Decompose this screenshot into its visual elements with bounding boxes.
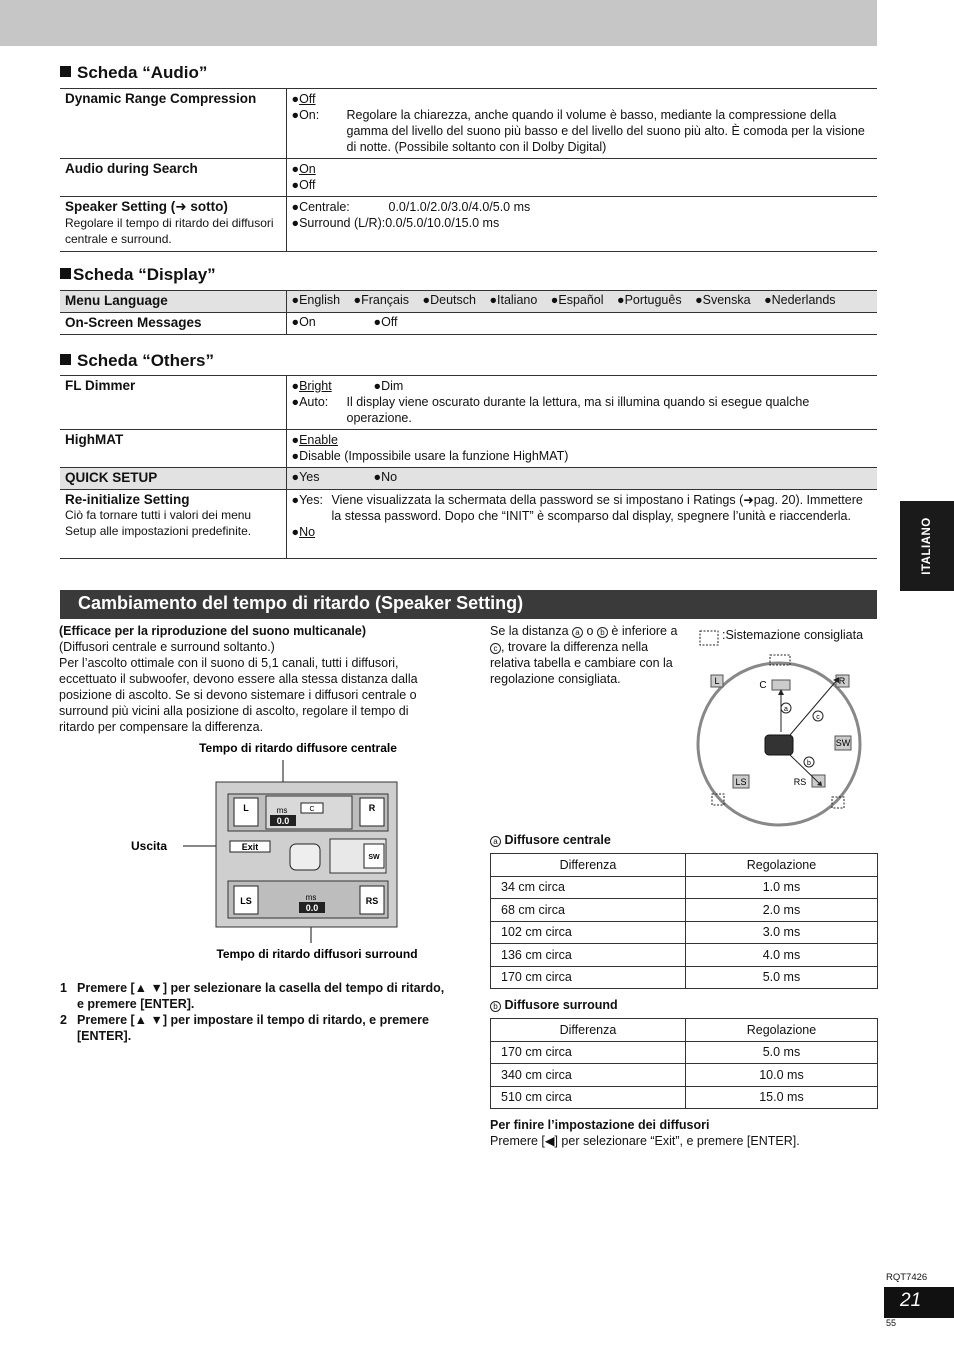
table-row: 170 cm circa 5.0 ms	[491, 1041, 878, 1064]
page-number: 21	[884, 1287, 954, 1318]
setting-options: ●On ●Off	[286, 313, 877, 335]
listener-icon	[765, 735, 793, 755]
setting-options: ●Centrale: 0.0 /1.0/2.0/3.0/4.0/5.0 ms ●Surround (L/R): 0.0 /5.0/10.0/15.0 ms	[286, 197, 877, 252]
sheet-number: 55	[886, 1318, 897, 1328]
table-row: 510 cm circa 15.0 ms	[491, 1086, 878, 1109]
setting-options: ●English ●Français ●Deutsch ●Italiano ●Español ●Português ●Svenska ●Nederlands	[286, 291, 877, 313]
table-row: 102 cm circa 3.0 ms	[491, 921, 878, 944]
surround-table-title: b Diffusore surround	[490, 997, 618, 1013]
table-row: 340 cm circa 10.0 ms	[491, 1064, 878, 1087]
svg-text:RS: RS	[365, 896, 379, 906]
center-table-title: a Diffusore centrale	[490, 832, 611, 848]
exit-label: Uscita	[131, 839, 168, 853]
setting-key: Speaker Setting (➜ sotto) Regolare il tempo di ritardo dei diffusori centrale e surround.	[60, 197, 286, 252]
setting-options: ●Bright ●Dim ●Auto: Il display viene oscurato durante la lettura, ma si illumina quando si esegue qualche operazione.	[286, 376, 877, 430]
recommended-position-legend: :Sistemazione consigliata	[722, 628, 864, 642]
distance-instructions: Se la distanza a o b è inferiore a c , trovare la differenza nella relativa tabella e cambiare con la regolazione consigliata.	[490, 624, 678, 686]
setting-options: ●On ●Off	[286, 159, 877, 197]
svg-text:C: C	[309, 806, 315, 813]
svg-text:a: a	[784, 706, 788, 713]
table-row: 68 cm circa 2.0 ms	[491, 899, 878, 922]
recommended-position-legend-icon	[700, 631, 718, 645]
svg-text:LS: LS	[735, 777, 747, 787]
listener-chair-icon	[290, 844, 320, 870]
svg-text:R: R	[838, 676, 846, 686]
svg-text:ms: ms	[276, 806, 288, 815]
document-code: RQT7426	[886, 1272, 928, 1283]
display-section-title: Scheda “Display”	[60, 265, 216, 285]
table-row: 136 cm circa 4.0 ms	[491, 944, 878, 967]
svg-text:c: c	[816, 714, 820, 721]
svg-text:RS: RS	[793, 777, 807, 787]
setting-key: HighMAT	[60, 430, 286, 468]
table-row: 34 cm circa 1.0 ms	[491, 876, 878, 899]
svg-text:C: C	[759, 680, 767, 691]
intro-text: (Efficace per la riproduzione del suono multicanale) (Diffusori centrale e surround soltanto.) Per l’ascolto ottimale con il suono di 5,1 canali, tutti i diffusori, eccettuato il subwoofer, devono essere alla stessa distanza dalla posizione di ascolto. Se si devono sistemare i diffusori centrale o surround più vicini alla posizione di ascolto, regolare il tempo di ritardo per compensare la differenza.	[59, 624, 418, 734]
setting-options: ●Yes: Viene visualizzata la schermata della password se si impostano i Ratings (➜pag. 20). Immettere la stessa password. Dopo che “INIT” è scomparso dal display, spegnere l’unità e riaccenderla. ●No	[286, 490, 877, 559]
setting-key: FL Dimmer	[60, 376, 286, 430]
setting-key: Dynamic Range Compression	[60, 89, 286, 159]
surround-delay-label: Tempo di ritardo diffusori surround	[216, 947, 418, 961]
surround-speaker-table: Differenza Regolazione 170 cm circa 5.0 ms 340 cm circa 10.0 ms 510 cm circa 15.0 ms	[490, 1018, 878, 1109]
finish-instructions: Per finire l’impostazione dei diffusori Premere [◀] per selezionare “Exit”, e premere [ENTER].	[490, 1118, 800, 1148]
setting-key: Audio during Search	[60, 159, 286, 197]
svg-text:ms: ms	[305, 893, 317, 902]
center-delay-value: 0.0	[276, 816, 290, 826]
step-item: 2 Premere [▲ ▼] per impostare il tempo di ritardo, e premere [ENTER].	[60, 1013, 429, 1043]
table-row: 170 cm circa 5.0 ms	[491, 966, 878, 989]
others-section-title: Scheda “Others”	[60, 351, 214, 371]
svg-text:b: b	[807, 760, 811, 767]
center-delay-label: Tempo di ritardo diffusore centrale	[199, 741, 397, 755]
step-item: 1 Premere [▲ ▼] per selezionare la casella del tempo di ritardo, e premere [ENTER].	[60, 981, 445, 1011]
setting-options: ●Enable ●Disable (Impossibile usare la funzione HighMAT)	[286, 430, 877, 468]
svg-text:L: L	[243, 803, 249, 813]
section-band-title: Cambiamento del tempo di ritardo (Speaker Setting)	[60, 590, 877, 619]
setting-options: ●Yes ●No	[286, 468, 877, 490]
svg-text:SW: SW	[835, 738, 851, 748]
language-side-tab: ITALIANO	[900, 501, 954, 591]
svg-text:SW: SW	[368, 854, 380, 861]
center-speaker-table: Differenza Regolazione 34 cm circa 1.0 ms 68 cm circa 2.0 ms 102 cm circa 3.0 ms 136 cm circa 4.0 ms 170 cm circa 5.0 ms	[490, 853, 878, 989]
setting-options: ●Off ●On: Regolare la chiarezza, anche quando il volume è basso, mediante la compressione della gamma del livello del suono più basso e del livello del suono più alto. È comoda per la visione di notte. (Possibile soltanto con il Dolby Digital)	[286, 89, 877, 159]
setting-key: On-Screen Messages	[60, 313, 286, 335]
svg-text:Exit: Exit	[241, 842, 259, 852]
setting-key: Menu Language	[60, 291, 286, 313]
audio-section-title: Scheda “Audio”	[60, 63, 207, 83]
svg-text:L: L	[714, 676, 720, 686]
svg-text:R: R	[368, 803, 376, 813]
instruction-steps	[60, 980, 450, 1044]
svg-text:LS: LS	[240, 896, 252, 906]
setting-key: Re-initialize Setting Ciò fa tornare tutti i valori dei menu Setup alle impostazioni predefinite.	[60, 490, 286, 559]
setting-key: QUICK SETUP	[60, 468, 286, 490]
surround-delay-value: 0.0	[305, 903, 319, 913]
